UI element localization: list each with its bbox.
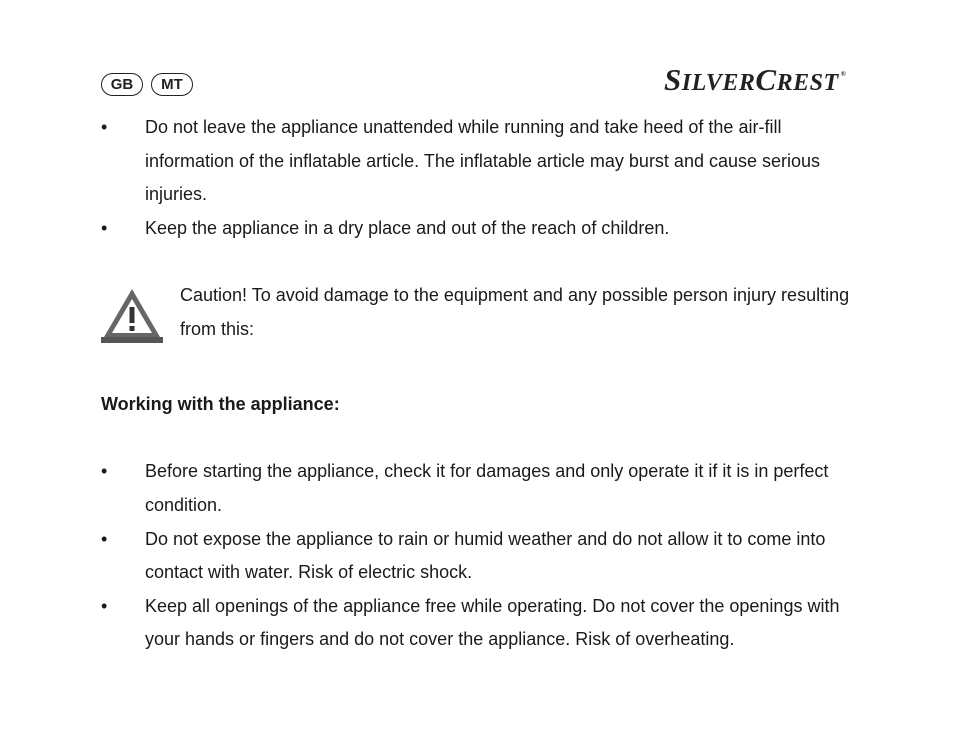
brand-logo-part-2: REST (776, 70, 839, 96)
caution-text: Caution! To avoid damage to the equipment and any possible person injury resulting from this: (180, 284, 850, 339)
warning-triangle-icon (101, 279, 180, 355)
caution-notice (101, 279, 861, 355)
brand-logo (664, 62, 846, 98)
brand-logo-initial-2: C (755, 62, 777, 97)
language-badges (101, 73, 193, 96)
list-item-text: Keep the appliance in a dry place and out of the reach of children. (145, 217, 670, 238)
brand-logo-initial-1: S (664, 62, 682, 97)
bullet-marker: • (101, 117, 108, 137)
list-item-text: Do not leave the appliance unattended while running and take heed of the air-fill information of the inflatable article. The inflatable article may burst and cause serious injuries. (145, 117, 821, 205)
list-item (101, 523, 861, 590)
language-badge-mt: MT (151, 73, 193, 96)
brand-logo-part-1: ILVER (681, 70, 756, 96)
list-item-text: Keep all openings of the appliance free while operating. Do not cover the openings with your hands or fingers and do not cover the appliance. Risk of overheating. (145, 595, 840, 650)
safety-instructions (101, 111, 861, 657)
list-item-text: Before starting the appliance, check it for damages and only operate it if it is in perfect condition. (145, 461, 829, 515)
registered-mark: ® (840, 70, 847, 78)
language-badge-gb: GB (101, 73, 143, 96)
bullet-marker: • (101, 217, 108, 238)
bullet-marker: • (101, 595, 108, 616)
list-item (101, 212, 861, 246)
list-item-text: Do not expose the appliance to rain or humid weather and do not allow it to come into contact with water. Risk of electric shock. (145, 528, 826, 583)
bullet-marker: • (101, 461, 108, 482)
list-item (101, 590, 861, 657)
list-item (101, 455, 861, 522)
section-heading: Working with the appliance: (101, 394, 340, 415)
list-item (101, 111, 861, 212)
bullet-marker: • (101, 528, 108, 549)
